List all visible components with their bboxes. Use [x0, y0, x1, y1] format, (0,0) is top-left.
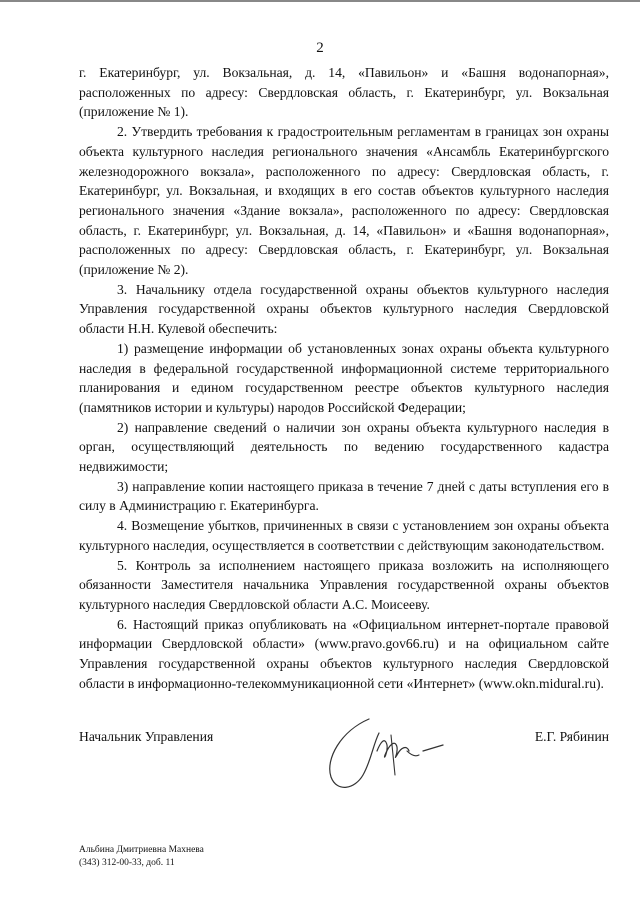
executor-info [79, 844, 204, 870]
paragraph-item-3: 3. Начальнику отдела государственной охраны объектов культурного наследия Управления государственной охраны объектов культурного наследия Свердловской области Н.Н. Кулевой обеспечить: [79, 281, 609, 337]
paragraph-subitem-1: 1) размещение информации об установленных зонах охраны объекта культурного наследия в федеральной государственной информационной системе территориального планирования и едином государственном реестре объектов культурного наследия (памятников истории и культуры) народов Российской Федерации; [79, 340, 609, 415]
handwritten-signature [311, 711, 471, 801]
signatory-name: Е.Г. Рябинин [534, 729, 609, 744]
signature-block [79, 723, 609, 763]
signatory-title: Начальник Управления [79, 729, 214, 744]
paragraph-subitem-2: 2) направление сведений о наличии зон охраны объекта культурного наследия в орган, осуществляющий деятельность по ведению государственного кадастра недвижимости; [79, 419, 609, 475]
executor-name: Альбина Дмитриевна Махнева [79, 845, 204, 855]
paragraph-subitem-3: 3) направление копии настоящего приказа в течение 7 дней с даты вступления его в силу в Администрацию г. Екатеринбурга. [79, 478, 609, 514]
paragraph-item-4: 4. Возмещение убытков, причиненных в связи с установлением зон охраны объекта культурного наследия, осуществляется в соответствии с действующим законодательством. [79, 518, 609, 553]
executor-phone: (343) 312-00-33, доб. 11 [79, 858, 175, 868]
paragraph-item-2: 2. Утвердить требования к градостроительным регламентам в границах зон охраны объекта культурного наследия регионального значения «Ансамбль Екатеринбургского железнодорожного вокзала», расположенного по адресу: Свердловская область, г. Екатеринбург, ул. Вокзальная, и входящих в его состав объектов культурного наследия регионального значения «Здание вокзала», расположенного по адресу: Свердловская область, г. Екатеринбург, ул. Вокзальная, д. 14, «Павильон» и «Башня водонапорная», расположенных по адресу: Свердловская область, г. Екатеринбург, ул. Вокзальная (приложение № 2). [79, 124, 609, 278]
paragraph-continuation: г. Екатеринбург, ул. Вокзальная, д. 14, «Павильон» и «Башня водонапорная», расположенных по адресу: Свердловская область, г. Екатеринбург, ул. Вокзальная (приложение № 1). [79, 65, 609, 120]
paragraph-item-5: 5. Контроль за исполнением настоящего приказа возложить на исполняющего обязанности Заместителя начальника Управления государственной охраны объектов культурного наследия Свердловской области А.С. Моисееву. [79, 557, 609, 612]
page-number: 2 [316, 40, 324, 56]
top-edge-rule [0, 0, 640, 2]
document-body [79, 63, 609, 694]
paragraph-item-6: 6. Настоящий приказ опубликовать на «Официальном интернет-портале правовой информации Свердловской области» (www.pravo.gov66.ru) и на официальном сайте Управления государственной охраны объектов культурного наследия Свердловской области в информационно-телекоммуникационной сети «Интернет» (www.okn.midural.ru). [79, 616, 609, 691]
